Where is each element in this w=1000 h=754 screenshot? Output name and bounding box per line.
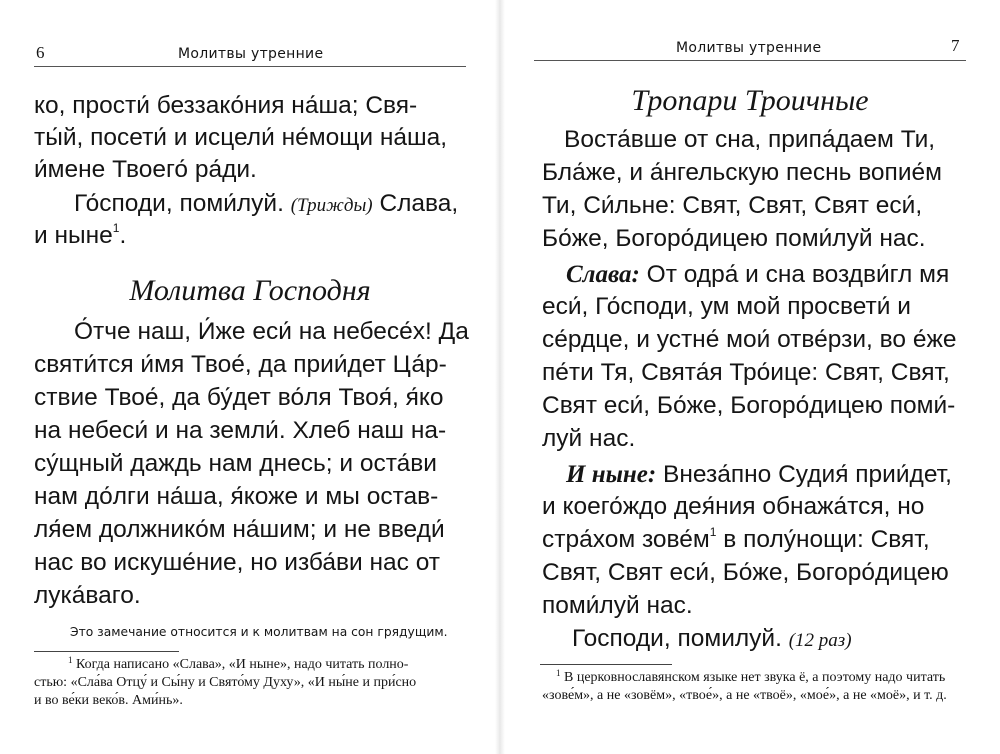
troparion-line: се́рдце, и устне́ мои́ отве́рзи, во е́же <box>542 326 957 353</box>
slava-label: Слава: <box>566 261 640 288</box>
prayer-line: су́щный даждь нам днесь; и оста́ви <box>34 450 437 477</box>
gospodi-text: Господи, помилуй. <box>572 625 789 652</box>
i-nyne-line <box>34 221 127 249</box>
troparion-line: и коего́ждо дея́ния обнажа́тся, но <box>542 493 925 520</box>
rubric-thrice: (Трижды) <box>290 195 373 216</box>
i-nyne-label: И ныне: <box>566 461 657 488</box>
footnote-marker: 1 <box>709 525 717 539</box>
footnote-left-line <box>68 655 409 672</box>
page-number-right: 7 <box>951 36 960 55</box>
prayer-line: нас во искуше́ние, но изба́ви нас от <box>34 549 441 576</box>
troparion-line: Бла́же, и а́нгельскую песнь вопие́м <box>542 159 942 186</box>
prayer-line: О́тче наш, И́же еси́ на небесе́х! Да <box>74 318 469 345</box>
rubric-twelve-times: (12 раз) <box>788 630 852 651</box>
i-nyne-line <box>566 462 952 488</box>
troparion-line: Свят, Свят еси́, Бо́же, Богоро́дицею <box>542 559 949 586</box>
troparion-line: Ти, Си́льне: Свят, Свят, Свят еси́, <box>542 192 923 219</box>
troparion-line: Воста́вше от сна, припа́даем Ти, <box>564 126 936 153</box>
prayer-line: ствие Твое́, да бу́дет во́ля Твоя́, я́ко <box>34 384 444 411</box>
troparion-line: еси́, Го́споди, ум мой просвети́ и <box>542 293 911 320</box>
slava-line <box>566 262 949 288</box>
troparion-text: От одра́ и сна воздви́гл мя <box>639 261 950 288</box>
troparion-text: в полу́нощи: Свят, <box>716 526 930 553</box>
header-rule-right <box>534 60 966 61</box>
footnote-text: В церковнославянском языке нет звука ё, а поэтому надо читать <box>560 670 946 685</box>
prayer-line: нам до́лги на́ша, я́коже и мы остав- <box>34 483 439 510</box>
footnote-left-line: и во ве́ки веко́в. Ами́нь». <box>34 693 183 708</box>
troparion-line: Свят еси́, Бо́же, Богоро́дицею поми́- <box>542 392 956 419</box>
page-number-left: 6 <box>36 43 45 62</box>
header-rule-left <box>34 66 466 67</box>
text-line: ты́й, посети́ и исцели́ не́мощи на́ша, <box>34 124 448 151</box>
slava-text: Слава, <box>372 190 459 217</box>
footnote-right-line <box>556 668 946 685</box>
remark-note: Это замечание относится и к молитвам на сон грядущим. <box>70 625 448 639</box>
troparion-line: луй нас. <box>542 425 636 452</box>
text-line: и́мене Твоего́ ра́ди. <box>34 156 257 183</box>
footnote-marker: 1 <box>112 221 120 235</box>
section-title-lords-prayer: Молитва Господня <box>129 274 371 307</box>
prayer-line: святи́тся и́мя Твое́, да прии́дет Ца́р- <box>34 351 447 378</box>
footnote-left-line: стью: «Сла́ва Отцу́ и Сы́ну и Свято́му Духу», «И ны́не и при́сно <box>34 675 417 690</box>
section-title-troparia: Тропари Троичные <box>631 84 869 117</box>
running-head-right: Молитвы утренние <box>676 40 822 56</box>
i-nyne-text: и ныне <box>34 222 113 249</box>
gospodi-line <box>572 627 852 652</box>
troparion-line <box>542 525 930 553</box>
footnote-rule-right <box>540 664 672 665</box>
footnote-mark-right: 1 <box>556 668 561 678</box>
troparion-line: пе́ти Тя, Свята́я Тро́ице: Свят, Свят, <box>542 359 950 386</box>
troparion-text: Внеза́пно Судия́ прии́дет, <box>656 461 952 488</box>
running-head-left: Молитвы утренние <box>178 46 324 62</box>
gospodi-line <box>74 192 458 217</box>
footnote-rule-left <box>34 651 179 652</box>
footnote-right-line: «зове́м», а не «зовём», «твое́», а не «твоё», «мое́», а не «моё», и т. д. <box>542 688 947 703</box>
i-nyne-period: . <box>119 222 127 249</box>
troparion-line: Бо́же, Богоро́дицею поми́луй нас. <box>542 225 926 252</box>
footnote-text: Когда написано «Слава», «И ныне», надо читать полно- <box>72 657 409 672</box>
text-line: ко, прости́ беззако́ния на́ша; Свя- <box>34 92 418 119</box>
prayer-line: ля́ем должнико́м на́шим; и не введи́ <box>34 516 445 543</box>
prayer-line: лука́ваго. <box>34 582 141 609</box>
troparion-line: поми́луй нас. <box>542 592 693 619</box>
gospodi-text: Го́споди, поми́луй. <box>74 190 291 217</box>
right-page <box>500 0 1000 754</box>
prayer-line: на небеси́ и на земли́. Хлеб наш на- <box>34 417 447 444</box>
footnote-mark-left: 1 <box>68 655 73 665</box>
troparion-text: стра́хом зове́м <box>542 526 710 553</box>
